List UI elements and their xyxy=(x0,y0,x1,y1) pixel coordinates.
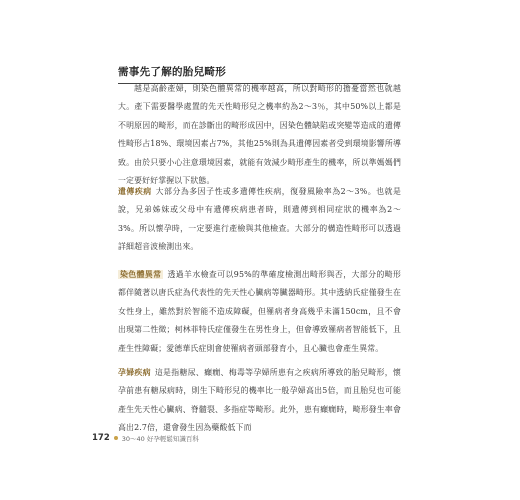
genetic-disease-text: 大部分為多因子性或多遺傳性疾病，復發風險率為2〜3%。也就是說，兄弟姊妹或父母中有遺傳疾病患者時，則遺傳到相同症狀的機率為2〜3%。所以懷孕時，一定要進行產檢與其他檢查。大部分的構造性畸形可以透過詳細超音波檢測出來。 xyxy=(118,187,401,252)
book-title: 30～40 好孕輕鬆知識百科 xyxy=(121,434,199,443)
chromosome-abnormality-text: 透過羊水檢查可以95%的準確度檢測出畸形與否，大部分的畸形都伴隨著以唐氏症為代表性的先天性心臟病等臟器畸形。其中透納氏症僅發生在女性身上，雖然對於智能不造成障礙，但罹病者身高幾乎未滿150cm，且不會出現第二性徵；柯林菲特氏症僅發生在男性身上，但會導致罹病者智能低下，且產生性障礙；愛德華氏症則會使罹病者頭部發育小，且心臟也會產生異常。 xyxy=(118,270,401,353)
section-title: 需事先了解的胎兒畸形 xyxy=(118,64,388,84)
page-footer xyxy=(92,433,199,443)
dot-icon xyxy=(114,436,118,440)
genetic-disease-paragraph xyxy=(118,183,401,257)
chromosome-abnormality-paragraph xyxy=(118,266,401,358)
term-genetic-disease: 遺傳疾病 xyxy=(118,187,152,196)
term-maternal-disease: 孕婦疾病 xyxy=(118,368,151,377)
page-number: 172 xyxy=(92,433,110,443)
intro-paragraph: 越是高齡產婦，則染色體異常的機率越高，所以對畸形的擔憂當然也就越大。產下需要醫學處置的先天性畸形兒之機率約為2〜3％，其中50%以上都是不明原因的畸形，而在診斷出的畸形成因中，因染色體缺陷或突變等造成的遺傳性畸形占18%、環境因素占7%，其他25%則為具遺傳因素者受到環境影響所導致。由於只要小心注意環境因素，就能有效減少畸形產生的機率，所以準媽媽們一定要好好掌握以下狀態。 xyxy=(118,84,401,186)
maternal-disease-paragraph xyxy=(118,364,401,438)
maternal-disease-text: 這是指糖尿、癲癇、梅毒等孕婦所患有之疾病所導致的胎兒畸形，懷孕前患有糖尿病時，則生下畸形兒的機率比一般孕婦高出5倍，而且胎兒也可能產生先天性心臟病、脊髓裂、多指症等畸形。此外，患有癲癇時，畸形發生率會高出2.7倍，還會發生因為藥酸低下而 xyxy=(118,368,401,433)
term-chromosome-abnormality: 染色體異常 xyxy=(120,270,162,279)
